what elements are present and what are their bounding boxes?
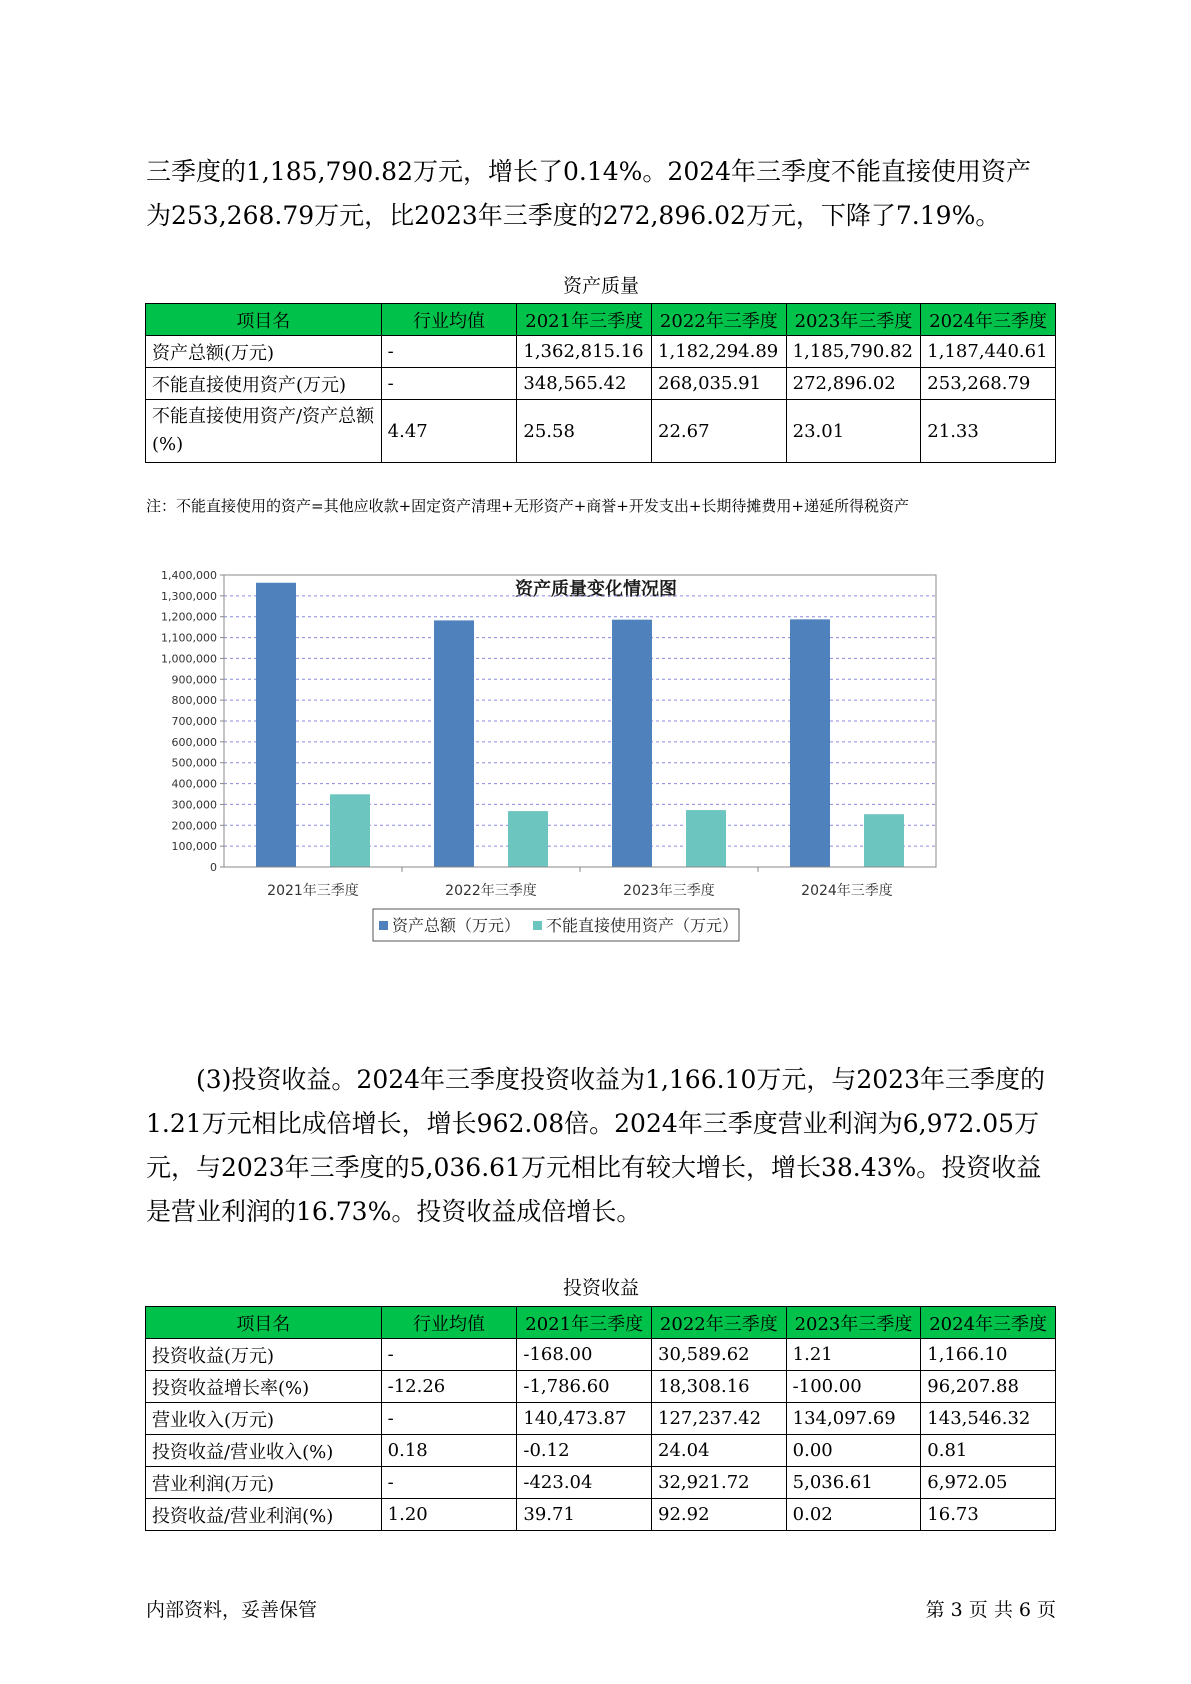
table-cell: 24.04 [652,1435,787,1467]
column-header: 2024年三季度 [921,1307,1056,1339]
table-row [146,1371,1056,1403]
asset-quality-chart [146,565,1046,1025]
table-cell: -12.26 [381,1371,517,1403]
table-cell: 39.71 [517,1499,652,1531]
column-header: 2021年三季度 [517,304,652,336]
table-cell: 1.20 [381,1499,517,1531]
table-cell: 30,589.62 [652,1339,787,1371]
table-cell: 272,896.02 [786,368,921,400]
table-cell: 1,362,815.16 [517,336,652,368]
table-cell: 268,035.91 [652,368,787,400]
table-cell: 253,268.79 [921,368,1056,400]
column-header: 项目名 [146,1307,382,1339]
table-cell: 16.73 [921,1499,1056,1531]
table-row [146,368,1056,400]
table-row [146,1499,1056,1531]
table-row [146,400,1056,463]
y-tick-label: 900,000 [171,673,217,687]
table-cell: 92.92 [652,1499,787,1531]
y-tick-label: 1,000,000 [161,652,217,666]
table-row [146,336,1056,368]
table1-caption: 资产质量 [562,275,639,297]
table-cell: 23.01 [786,400,921,463]
row-label: 不能直接使用资产/资产总额(%) [146,400,382,463]
table-cell: -1,786.60 [517,1371,652,1403]
table-cell: -423.04 [517,1467,652,1499]
legend-swatch-total-assets [379,921,388,930]
table-row [146,1339,1056,1371]
legend-label-unusable-assets: 不能直接使用资产（万元） [546,916,739,935]
column-header: 项目名 [146,304,382,336]
x-tick-label: 2021年三季度 [267,883,359,899]
table-row [146,1403,1056,1435]
bar-unusable-assets [508,811,548,867]
row-label: 营业利润(万元) [146,1467,382,1499]
table-cell: 140,473.87 [517,1403,652,1435]
y-tick-label: 700,000 [171,715,217,728]
chart-legend [373,909,739,941]
table-cell: - [381,336,517,368]
table-cell: 0.02 [786,1499,921,1531]
table-cell: 6,972.05 [921,1467,1056,1499]
footer-confidential-note: 内部资料，妥善保管 [146,1599,318,1621]
table-cell: 1,187,440.61 [921,336,1056,368]
legend-label-total-assets: 资产总额（万元） [392,916,521,935]
investment-income-table [145,1306,1056,1531]
column-header: 2022年三季度 [652,304,787,336]
table-cell: 5,036.61 [786,1467,921,1499]
table-cell: 348,565.42 [517,368,652,400]
table-cell: 134,097.69 [786,1403,921,1435]
table-cell: 25.58 [517,400,652,463]
y-tick-label: 200,000 [171,819,217,833]
y-tick-label: 1,400,000 [161,569,217,582]
y-tick-label: 500,000 [171,756,217,770]
bar-unusable-assets [686,810,726,867]
bar-total-assets [790,619,830,867]
y-tick-label: 600,000 [171,735,217,749]
chart-bars [256,583,904,867]
column-header: 2023年三季度 [786,1307,921,1339]
table-cell: -168.00 [517,1339,652,1371]
table-cell: - [381,1403,517,1435]
y-tick-label: 100,000 [171,840,217,854]
bar-unusable-assets [864,814,904,867]
y-tick-label: 1,200,000 [161,610,217,624]
column-header: 行业均值 [381,1307,517,1339]
table-cell: 0.00 [786,1435,921,1467]
y-axis-ticks [161,569,224,874]
row-label: 不能直接使用资产(万元) [146,368,382,400]
table-cell: - [381,1339,517,1371]
table-cell: -0.12 [517,1435,652,1467]
paragraph-asset-quality-summary [146,150,1056,238]
table-cell: 32,921.72 [652,1467,787,1499]
table-row [146,1467,1056,1499]
table-header-row [146,304,1056,336]
column-header: 行业均值 [381,304,517,336]
table2-caption: 投资收益 [562,1277,639,1299]
bar-total-assets [256,583,296,867]
bar-total-assets [612,620,652,867]
legend-swatch-unusable-assets [533,921,542,930]
table-cell: -100.00 [786,1371,921,1403]
footer-page-number: 第 3 页 共 6 页 [925,1599,1056,1621]
row-label: 营业收入(万元) [146,1403,382,1435]
table-cell: - [381,368,517,400]
table-cell: 0.18 [381,1435,517,1467]
x-tick-label: 2024年三季度 [801,883,893,899]
y-tick-label: 300,000 [171,798,217,812]
table-cell: 1.21 [786,1339,921,1371]
table-row [146,1435,1056,1467]
x-tick-label: 2023年三季度 [623,883,715,899]
y-tick-label: 1,300,000 [161,589,217,603]
table-cell: 1,182,294.89 [652,336,787,368]
bar-unusable-assets [330,794,370,867]
row-label: 投资收益/营业利润(%) [146,1499,382,1531]
y-tick-label: 400,000 [171,777,217,791]
table-header-row [146,1307,1056,1339]
table-cell: 96,207.88 [921,1371,1056,1403]
table-cell: 21.33 [921,400,1056,463]
x-axis-ticks [267,867,893,899]
table-cell: 1,166.10 [921,1339,1056,1371]
y-tick-label: 0 [210,861,217,874]
row-label: 资产总额(万元) [146,336,382,368]
column-header: 2022年三季度 [652,1307,787,1339]
row-label: 投资收益增长率(%) [146,1371,382,1403]
table-cell: 0.81 [921,1435,1056,1467]
x-tick-label: 2022年三季度 [445,883,537,899]
row-label: 投资收益(万元) [146,1339,382,1371]
table-cell: - [381,1467,517,1499]
table-cell: 143,546.32 [921,1403,1056,1435]
bar-total-assets [434,620,474,867]
paragraph-text: (3)投资收益。2024年三季度投资收益为1,166.10万元，与2023年三季度的1.21万元相比成倍增长，增长962.08倍。2024年三季度营业利润为6,972.05万元，与2023年三季度的5,036.61万元相比有较大增长，增长38.43%。投资收益是营业利润的16.73%。投资收益成倍增长。 [146,1065,1045,1226]
paragraph-investment-income [146,1058,1056,1234]
table-cell: 22.67 [652,400,787,463]
table-cell: 4.47 [381,400,517,463]
column-header: 2021年三季度 [517,1307,652,1339]
column-header: 2024年三季度 [921,304,1056,336]
asset-quality-table [145,303,1056,463]
table-cell: 127,237.42 [652,1403,787,1435]
table-cell: 1,185,790.82 [786,336,921,368]
y-tick-label: 800,000 [171,694,217,708]
chart-title: 资产质量变化情况图 [515,579,677,600]
row-label: 投资收益/营业收入(%) [146,1435,382,1467]
column-header: 2023年三季度 [786,304,921,336]
table-footnote: 注：不能直接使用的资产=其他应收款+固定资产清理+无形资产+商誉+开发支出+长期待摊费用+递延所得税资产 [146,497,909,515]
y-tick-label: 1,100,000 [161,631,217,645]
paragraph-text: 三季度的1,185,790.82万元，增长了0.14%。2024年三季度不能直接使用资产为253,268.79万元，比2023年三季度的272,896.02万元，下降了7.19%。 [146,157,1032,230]
table-cell: 18,308.16 [652,1371,787,1403]
